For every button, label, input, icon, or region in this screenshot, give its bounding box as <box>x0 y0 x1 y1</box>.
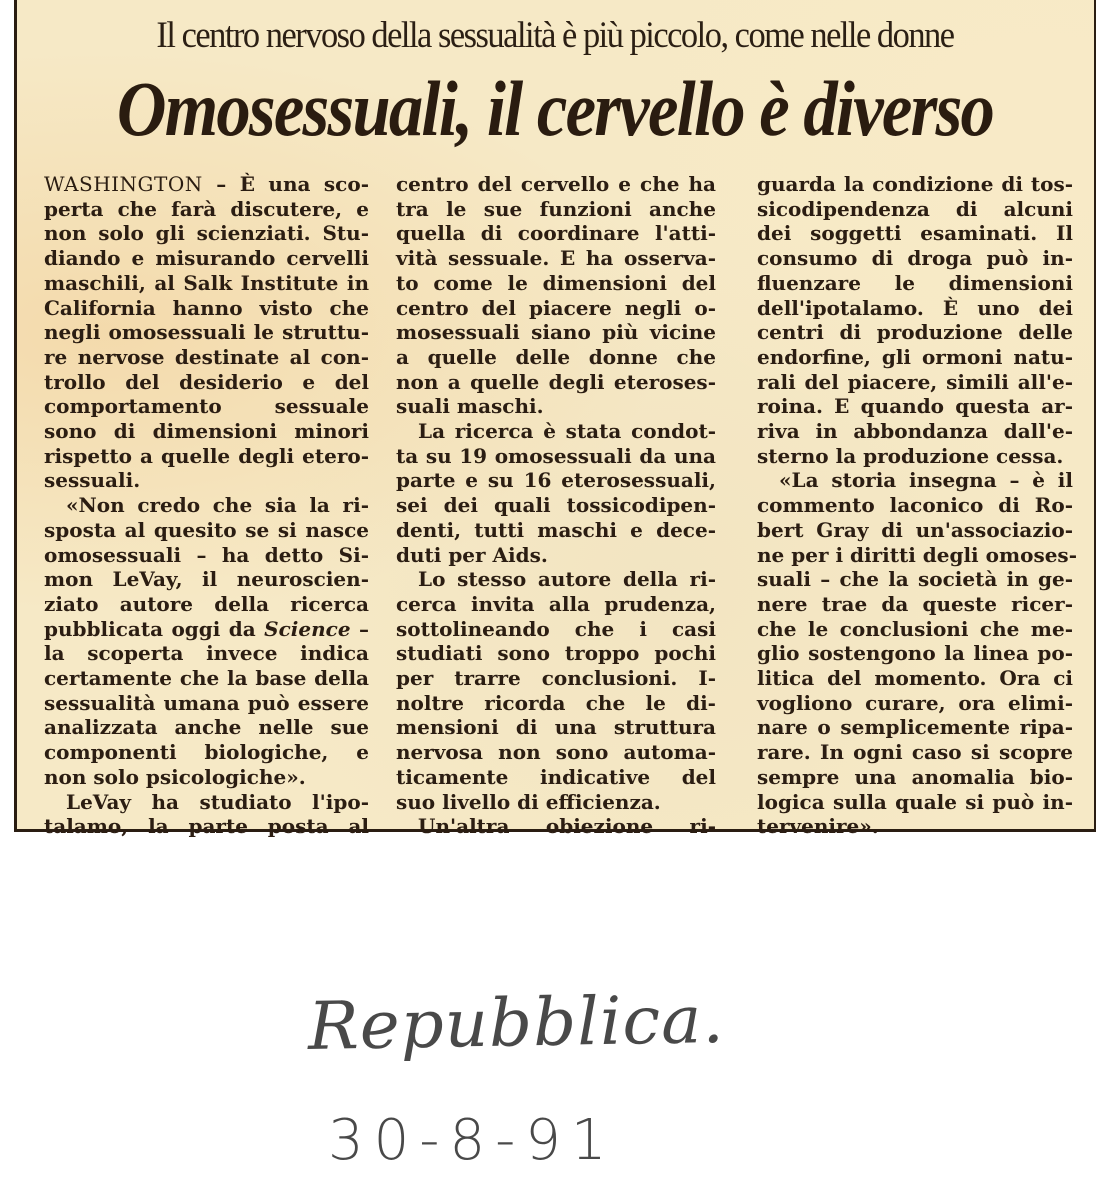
article-line: tervenire». <box>757 814 879 839</box>
article-line: commento laconico di Ro- <box>757 493 1073 518</box>
article-line: vogliono curare, ora elimi- <box>757 690 1073 715</box>
handwritten-date-note: 30-8-91 <box>328 1108 617 1173</box>
article-line: fluenzare le dimensioni <box>757 270 1073 295</box>
article-line: componenti biologiche, e <box>44 740 369 765</box>
article-line: Un'altra obiezione ri- <box>418 814 716 839</box>
article-line: mon LeVay, il neuroscien- <box>44 567 369 592</box>
article-line: «La storia insegna – è il <box>779 468 1073 493</box>
article-line: duti per Aids. <box>396 542 548 567</box>
article-line: dei soggetti esaminati. Il <box>757 221 1073 246</box>
article-line: WASHINGTON – È una sco- <box>44 172 369 196</box>
article-line: parte e su 16 eterosessuali, <box>396 468 716 493</box>
article-line: perta che farà discutere, e <box>44 196 369 221</box>
article-line: non solo gli scienziati. Stu- <box>44 221 369 246</box>
article-line: studiati sono troppo pochi <box>396 641 716 666</box>
article-line: quella di coordinare l'atti- <box>396 221 716 246</box>
article-line: sempre una anomalia bio- <box>757 764 1073 789</box>
article-line: rare. In ogni caso si scopre <box>757 740 1073 765</box>
article-column-1 <box>44 172 369 839</box>
article-line: logica sulla quale si può in- <box>757 789 1073 814</box>
article-line: mensioni di una struttura <box>396 715 716 740</box>
article-line: suali – che la società in ge- <box>757 567 1073 592</box>
article-line: la scoperta invece indica <box>44 641 369 666</box>
article-line: vità sessuale. E ha osserva- <box>396 246 716 271</box>
article-line: sono di dimensioni minori <box>44 419 369 444</box>
article-line: noltre ricorda che le di- <box>396 690 716 715</box>
article-line: dell'ipotalamo. È uno dei <box>757 295 1073 320</box>
article-line: sessualità umana può essere <box>44 690 369 715</box>
article-line: Lo stesso autore della ri- <box>418 567 716 592</box>
article-line: nere trae da queste ricer- <box>757 591 1073 616</box>
article-line: sessuali. <box>44 468 141 493</box>
article-line: litica del momento. Ora ci <box>757 666 1073 691</box>
article-line: endorfine, gli ormoni natu- <box>757 344 1073 369</box>
article-line: comportamento sessuale <box>44 394 369 419</box>
article-line: certamente che la base della <box>44 666 369 691</box>
article-line: bert Gray di un'associazio- <box>757 517 1073 542</box>
article-line: re nervose destinate al con- <box>44 344 369 369</box>
article-line: nare o semplicemente ripa- <box>757 715 1073 740</box>
article-line: diando e misurando cervelli <box>44 246 369 271</box>
article-line: a quelle delle donne che <box>396 344 716 369</box>
article-line: glio sostengono la linea po- <box>757 641 1073 666</box>
article-line: rispetto a quelle degli etero- <box>44 443 369 468</box>
article-line: omosessuali – ha detto Si- <box>44 542 369 567</box>
article-line: California hanno visto che <box>44 295 369 320</box>
article-line: «Non credo che sia la ri- <box>66 493 369 518</box>
article-line: per trarre conclusioni. I- <box>396 666 716 691</box>
article-line: trollo del desiderio e del <box>44 369 369 394</box>
article-line: cerca invita alla prudenza, <box>396 591 716 616</box>
article-kicker: Il centro nervoso della sessualità è più piccolo, come nelle donne <box>156 15 954 56</box>
article-line: sposta al quesito se si nasce <box>44 517 369 542</box>
article-column-3 <box>757 172 1077 839</box>
article-line: to come le dimensioni del <box>396 270 716 295</box>
article-line: La ricerca è stata condot- <box>418 419 716 444</box>
publication-name: Science <box>264 616 351 641</box>
article-line: non a quelle degli eteroses- <box>396 369 716 394</box>
article-line: che le conclusioni che me- <box>757 616 1073 641</box>
article-line: denti, tutti maschi e dece- <box>396 517 716 542</box>
article-line: guarda la condizione di tos- <box>757 172 1073 196</box>
article-line: centri di produzione delle <box>757 320 1073 345</box>
article-line: centro del piacere negli o- <box>396 295 716 320</box>
article-line: consumo di droga può in- <box>757 246 1073 271</box>
article-line: tra le sue funzioni anche <box>396 196 716 221</box>
article-line: centro del cervello e che ha <box>396 172 716 196</box>
article-line: suali maschi. <box>396 394 544 419</box>
article-line: pubblicata oggi da Science – <box>44 616 369 641</box>
article-line: sei dei quali tossicodipen- <box>396 493 716 518</box>
article-line: sicodipendenza di alcuni <box>757 196 1073 221</box>
article-line: non solo psicologiche». <box>44 764 306 789</box>
article-line: roina. E quando questa ar- <box>757 394 1073 419</box>
article-line: rali del piacere, simili all'e- <box>757 369 1073 394</box>
article-line: ziato autore della ricerca <box>44 591 369 616</box>
article-line: sterno la produzione cessa. <box>757 443 1064 468</box>
article-line: mosessuali siano più vicine <box>396 320 716 345</box>
article-line: nervosa non sono automa- <box>396 740 716 765</box>
article-line: analizzata anche nelle sue <box>44 715 369 740</box>
article-line: talamo, la parte posta al <box>44 814 369 839</box>
article-line: ne per i diritti degli omoses- <box>757 542 1077 567</box>
article-column-2 <box>396 172 716 839</box>
dateline: WASHINGTON <box>44 172 203 196</box>
article-line: LeVay ha studiato l'ipo- <box>66 789 369 814</box>
article-headline: Omosessuali, il cervello è diverso <box>116 65 994 152</box>
article-line: riva in abbondanza dall'e- <box>757 419 1073 444</box>
article-line: ta su 19 omosessuali da una <box>396 443 716 468</box>
article-line: maschili, al Salk Institute in <box>44 270 369 295</box>
article-line: ticamente indicative del <box>396 764 716 789</box>
handwritten-source-note: Repubblica. <box>307 980 726 1065</box>
article-line: negli omosessuali le struttu- <box>44 320 369 345</box>
article-line: sottolineando che i casi <box>396 616 716 641</box>
article-line: suo livello di efficienza. <box>396 789 661 814</box>
